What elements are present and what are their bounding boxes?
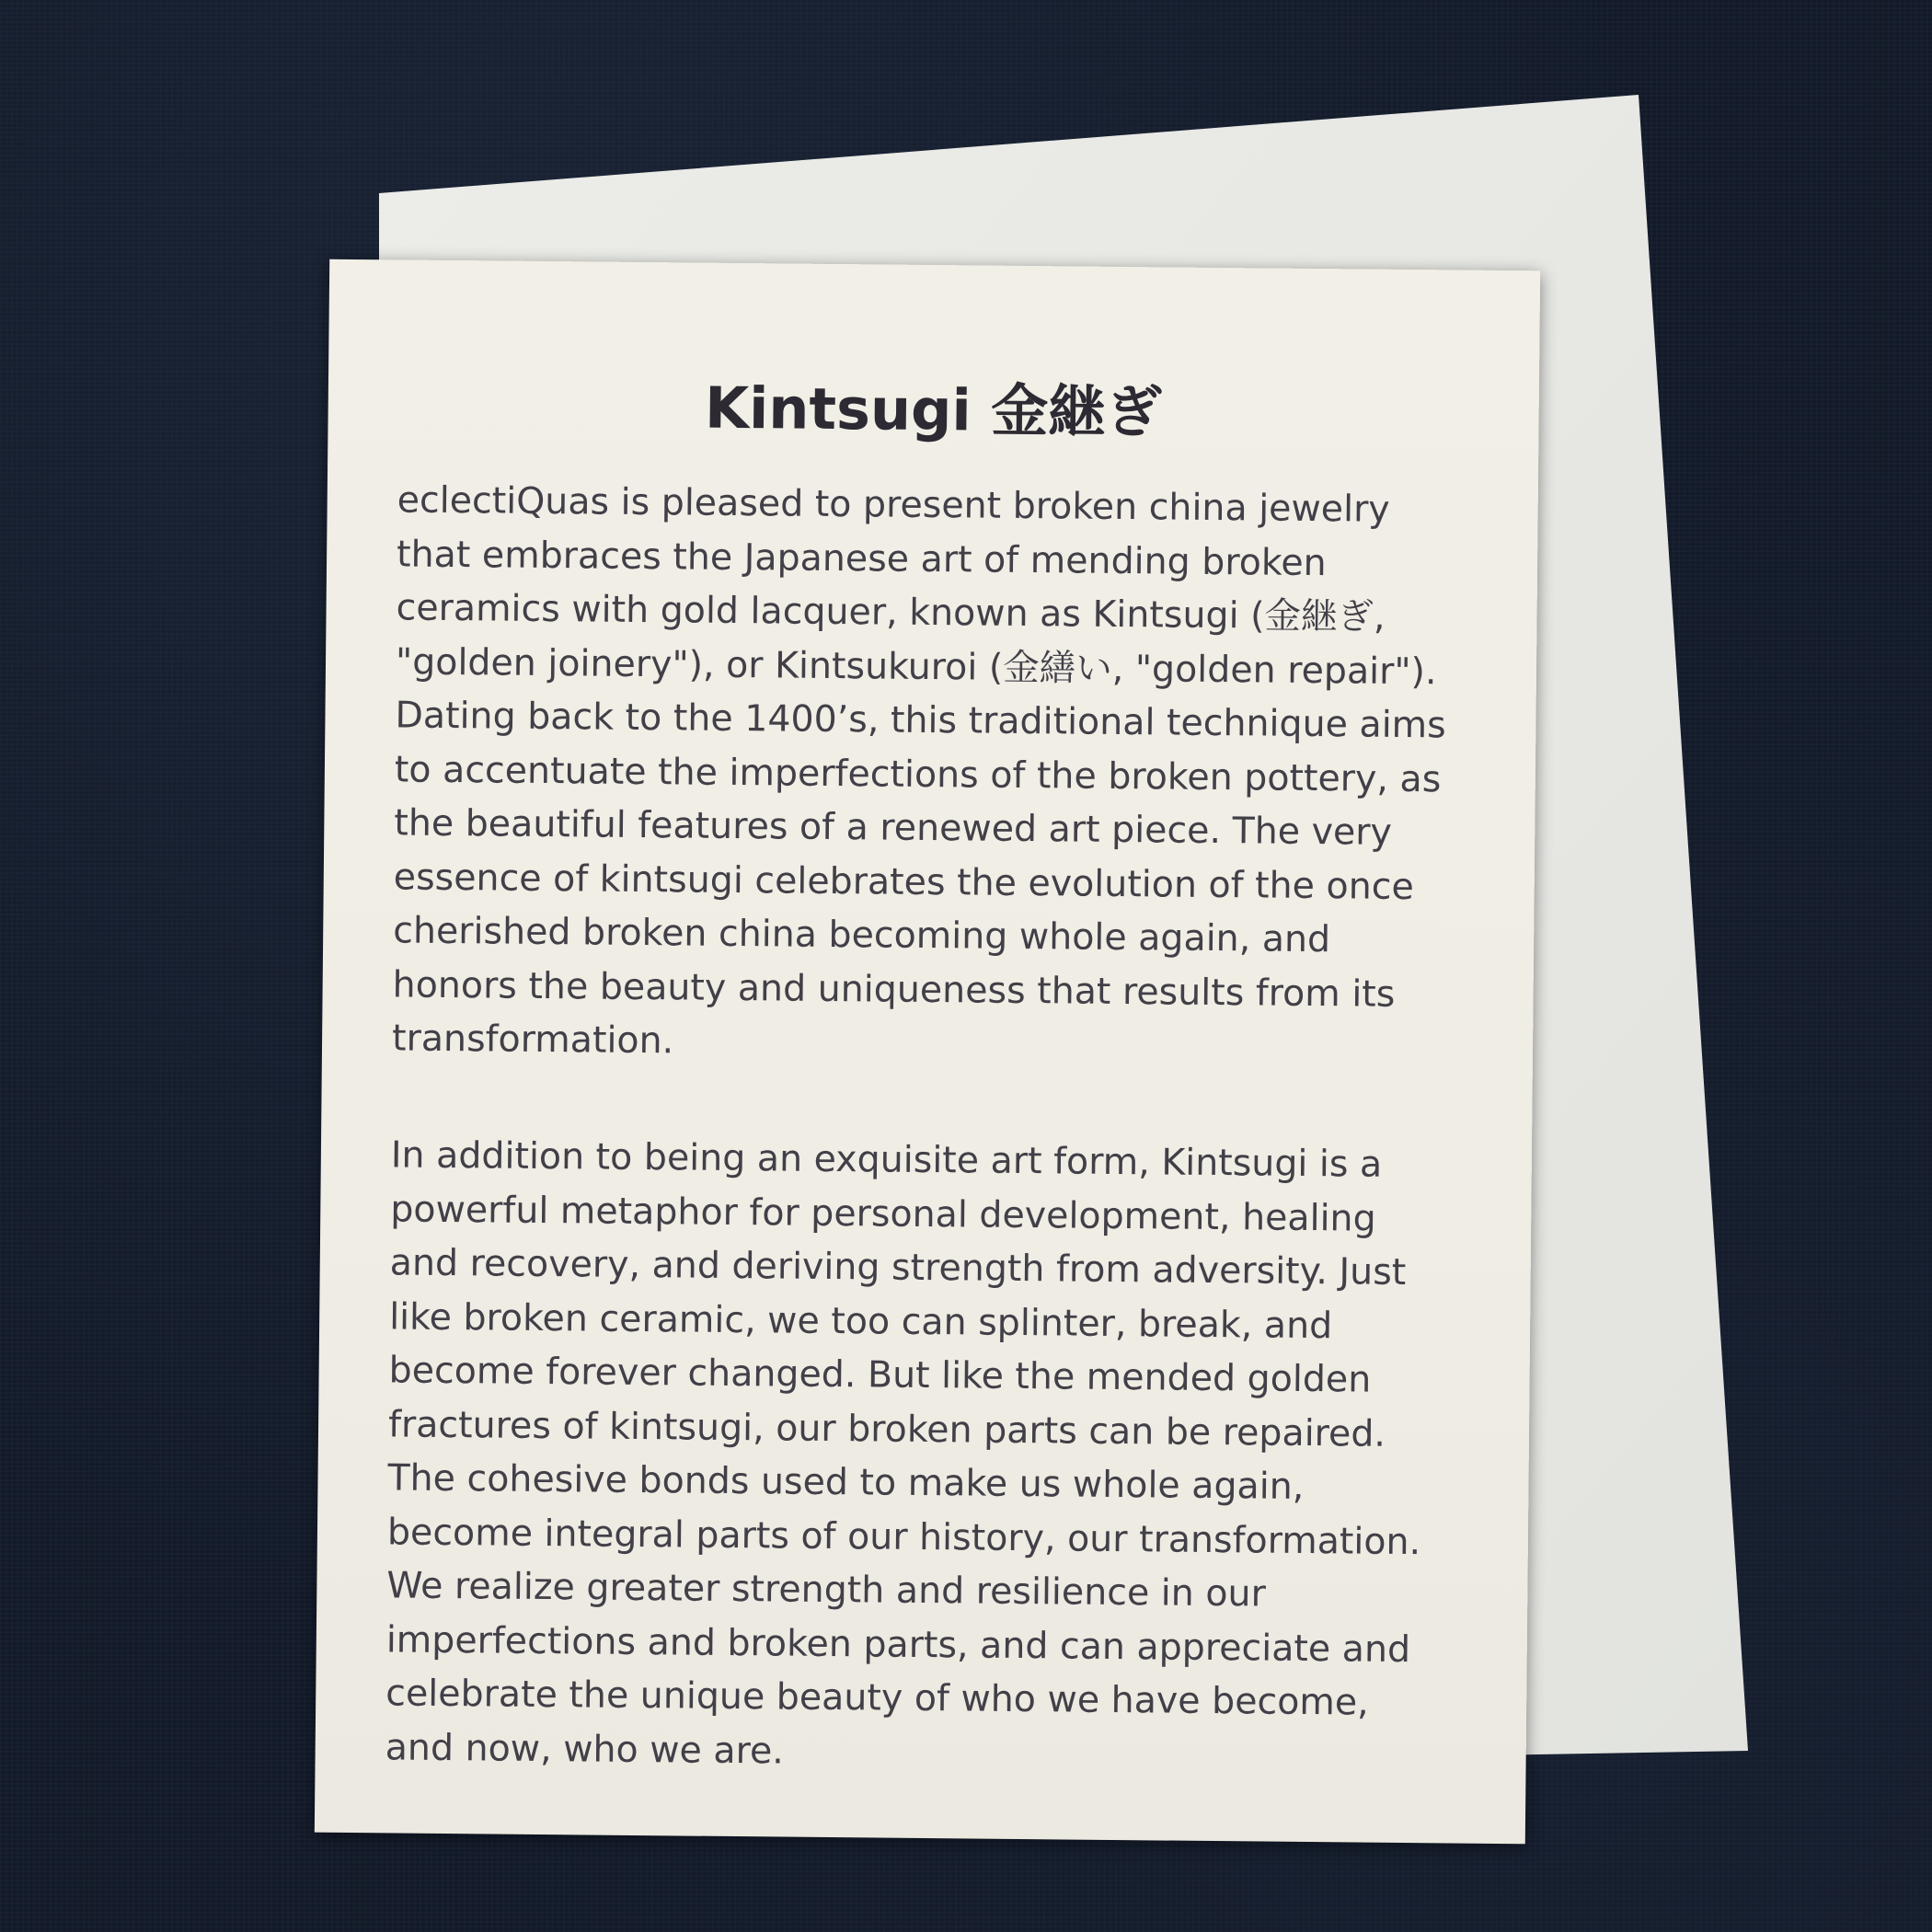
kintsugi-card: [315, 259, 1540, 1845]
paragraph-line: powerful metaphor for personal development, healing: [390, 1187, 1376, 1240]
paragraph-metaphor: [385, 1128, 1477, 1784]
paragraph-line: We realize greater strength and resilience in our: [386, 1564, 1267, 1616]
paragraph-line: and now, who we are.: [385, 1725, 785, 1773]
paragraph-line: The cohesive bonds used to make us whole again,: [387, 1456, 1305, 1508]
paragraph-line: cherished broken china becoming whole again, and: [393, 909, 1331, 961]
paragraph-line: essence of kintsugi celebrates the evolution of the once: [393, 855, 1414, 908]
paragraph-line: to accentuate the imperfections of the broken pottery, as: [394, 747, 1442, 800]
paragraph-line: eclectiQuas is pleased to present broken china jewelry: [397, 478, 1390, 531]
paragraph-line: In addition to being an exquisite art form, Kintsugi is a: [390, 1133, 1383, 1186]
paragraph-line: the beautiful features of a renewed art piece. The very: [394, 801, 1393, 854]
paragraph-history: [392, 473, 1483, 1075]
paragraph-line: "golden joinery"), or Kintsukuroi (金繕い, "golden repair").: [395, 639, 1437, 693]
paragraph-line: Dating back to the 1400’s, this traditional technique aims: [395, 694, 1446, 747]
paragraph-line: ceramics with gold lacquer, known as Kintsugi (金継ぎ,: [396, 586, 1386, 638]
paragraph-line: like broken ceramic, we too can splinter, break, and: [388, 1294, 1333, 1347]
paragraph-line: and recovery, and deriving strength from adversity. Just: [389, 1241, 1407, 1294]
paragraph-line: imperfections and broken parts, and can appreciate and: [385, 1617, 1411, 1671]
paragraph-line: fractures of kintsugi, our broken parts can be repaired.: [387, 1402, 1386, 1455]
paragraph-line: transformation.: [391, 1017, 674, 1063]
paragraph-line: become forever changed. But like the mended golden: [388, 1349, 1372, 1401]
paragraph-line: become integral parts of our history, our transformation.: [386, 1510, 1421, 1563]
paragraph-line: honors the beauty and uniqueness that results from its: [392, 962, 1396, 1016]
card-title: Kintsugi 金継ぎ: [704, 374, 1163, 446]
paragraph-line: that embraces the Japanese art of mending broken: [396, 532, 1327, 584]
paragraph-line: celebrate the unique beauty of who we have become,: [385, 1672, 1369, 1724]
